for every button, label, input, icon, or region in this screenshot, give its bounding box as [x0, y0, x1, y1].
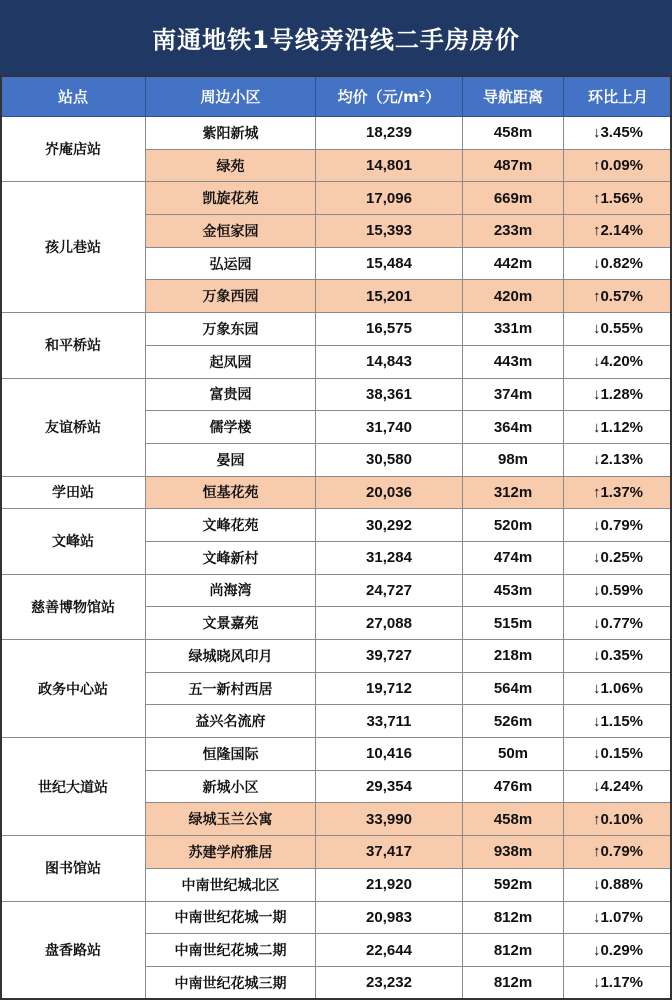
nav-distance: 526m: [463, 705, 564, 738]
table-row: [1, 313, 672, 346]
header-community: 周边小区: [146, 76, 316, 117]
nav-distance: 515m: [463, 607, 564, 640]
month-change: ↓1.12%: [564, 411, 672, 444]
average-price: 37,417: [316, 836, 463, 869]
nav-distance: 938m: [463, 836, 564, 869]
month-change: ↓1.15%: [564, 705, 672, 738]
station-name: 岕庵店站: [1, 117, 146, 182]
nav-distance: 812m: [463, 966, 564, 999]
month-change: ↓4.20%: [564, 345, 672, 378]
price-table: [0, 75, 672, 1000]
station-name: 文峰站: [1, 509, 146, 574]
average-price: 27,088: [316, 607, 463, 640]
header-distance: 导航距离: [463, 76, 564, 117]
nav-distance: 331m: [463, 313, 564, 346]
nav-distance: 476m: [463, 770, 564, 803]
table-row: [1, 574, 672, 607]
month-change: ↑1.37%: [564, 476, 672, 509]
month-change: ↓1.28%: [564, 378, 672, 411]
station-name: 世纪大道站: [1, 738, 146, 836]
nav-distance: 520m: [463, 509, 564, 542]
month-change: ↑1.56%: [564, 182, 672, 215]
average-price: 38,361: [316, 378, 463, 411]
average-price: 29,354: [316, 770, 463, 803]
table-row: [1, 738, 672, 771]
community-name: 万象西园: [146, 280, 316, 313]
nav-distance: 458m: [463, 117, 564, 150]
table-row: [1, 640, 672, 673]
page-title: 南通地铁1号线旁沿线二手房房价: [0, 0, 672, 75]
header-row: [1, 76, 672, 117]
average-price: 21,920: [316, 868, 463, 901]
community-name: 金恒家园: [146, 215, 316, 248]
header-price: 均价（元/m²）: [316, 76, 463, 117]
average-price: 31,284: [316, 541, 463, 574]
month-change: ↓0.25%: [564, 541, 672, 574]
community-name: 弘运园: [146, 247, 316, 280]
nav-distance: 218m: [463, 640, 564, 673]
community-name: 恒基花苑: [146, 476, 316, 509]
community-name: 文景嘉苑: [146, 607, 316, 640]
community-name: 文峰新村: [146, 541, 316, 574]
community-name: 儒学楼: [146, 411, 316, 444]
community-name: 万象东园: [146, 313, 316, 346]
average-price: 15,484: [316, 247, 463, 280]
month-change: ↓1.17%: [564, 966, 672, 999]
header-change: 环比上月: [564, 76, 672, 117]
nav-distance: 442m: [463, 247, 564, 280]
average-price: 22,644: [316, 934, 463, 967]
average-price: 19,712: [316, 672, 463, 705]
average-price: 16,575: [316, 313, 463, 346]
month-change: ↓0.77%: [564, 607, 672, 640]
nav-distance: 812m: [463, 901, 564, 934]
station-name: 学田站: [1, 476, 146, 509]
station-name: 友谊桥站: [1, 378, 146, 476]
nav-distance: 592m: [463, 868, 564, 901]
nav-distance: 453m: [463, 574, 564, 607]
average-price: 23,232: [316, 966, 463, 999]
nav-distance: 564m: [463, 672, 564, 705]
table-row: [1, 901, 672, 934]
community-name: 五一新村西居: [146, 672, 316, 705]
average-price: 14,801: [316, 149, 463, 182]
community-name: 中南世纪花城一期: [146, 901, 316, 934]
average-price: 20,036: [316, 476, 463, 509]
nav-distance: 364m: [463, 411, 564, 444]
community-name: 紫阳新城: [146, 117, 316, 150]
community-name: 凯旋花苑: [146, 182, 316, 215]
community-name: 新城小区: [146, 770, 316, 803]
table-body: [1, 117, 672, 1000]
month-change: ↓0.29%: [564, 934, 672, 967]
nav-distance: 233m: [463, 215, 564, 248]
average-price: 15,393: [316, 215, 463, 248]
average-price: 10,416: [316, 738, 463, 771]
community-name: 恒隆国际: [146, 738, 316, 771]
nav-distance: 669m: [463, 182, 564, 215]
average-price: 31,740: [316, 411, 463, 444]
community-name: 绿城晓风印月: [146, 640, 316, 673]
month-change: ↑0.10%: [564, 803, 672, 836]
community-name: 尚海湾: [146, 574, 316, 607]
month-change: ↓0.15%: [564, 738, 672, 771]
nav-distance: 50m: [463, 738, 564, 771]
community-name: 益兴名流府: [146, 705, 316, 738]
community-name: 中南世纪花城二期: [146, 934, 316, 967]
average-price: 30,580: [316, 443, 463, 476]
month-change: ↓0.88%: [564, 868, 672, 901]
table-row: [1, 117, 672, 150]
community-name: 中南世纪花城三期: [146, 966, 316, 999]
average-price: 24,727: [316, 574, 463, 607]
average-price: 33,711: [316, 705, 463, 738]
month-change: ↑2.14%: [564, 215, 672, 248]
nav-distance: 443m: [463, 345, 564, 378]
table-row: [1, 378, 672, 411]
table-row: [1, 836, 672, 869]
nav-distance: 420m: [463, 280, 564, 313]
station-name: 政务中心站: [1, 640, 146, 738]
station-name: 盘香路站: [1, 901, 146, 999]
nav-distance: 312m: [463, 476, 564, 509]
community-name: 文峰花苑: [146, 509, 316, 542]
nav-distance: 487m: [463, 149, 564, 182]
average-price: 39,727: [316, 640, 463, 673]
community-name: 绿城玉兰公寓: [146, 803, 316, 836]
nav-distance: 812m: [463, 934, 564, 967]
month-change: ↓0.82%: [564, 247, 672, 280]
average-price: 14,843: [316, 345, 463, 378]
month-change: ↓3.45%: [564, 117, 672, 150]
nav-distance: 98m: [463, 443, 564, 476]
month-change: ↓0.79%: [564, 509, 672, 542]
nav-distance: 474m: [463, 541, 564, 574]
average-price: 15,201: [316, 280, 463, 313]
month-change: ↑0.09%: [564, 149, 672, 182]
month-change: ↓1.06%: [564, 672, 672, 705]
month-change: ↑0.79%: [564, 836, 672, 869]
community-name: 起凤园: [146, 345, 316, 378]
table-row: [1, 476, 672, 509]
average-price: 30,292: [316, 509, 463, 542]
average-price: 18,239: [316, 117, 463, 150]
month-change: ↓4.24%: [564, 770, 672, 803]
average-price: 20,983: [316, 901, 463, 934]
header-station: 站点: [1, 76, 146, 117]
month-change: ↓0.59%: [564, 574, 672, 607]
station-name: 图书馆站: [1, 836, 146, 901]
station-name: 慈善博物馆站: [1, 574, 146, 639]
community-name: 苏建学府雅居: [146, 836, 316, 869]
month-change: ↓0.55%: [564, 313, 672, 346]
station-name: 孩儿巷站: [1, 182, 146, 313]
average-price: 33,990: [316, 803, 463, 836]
community-name: 晏园: [146, 443, 316, 476]
table-row: [1, 182, 672, 215]
nav-distance: 374m: [463, 378, 564, 411]
month-change: ↓2.13%: [564, 443, 672, 476]
table-row: [1, 509, 672, 542]
community-name: 中南世纪城北区: [146, 868, 316, 901]
average-price: 17,096: [316, 182, 463, 215]
month-change: ↓0.35%: [564, 640, 672, 673]
community-name: 富贵园: [146, 378, 316, 411]
station-name: 和平桥站: [1, 313, 146, 378]
community-name: 绿苑: [146, 149, 316, 182]
month-change: ↓1.07%: [564, 901, 672, 934]
month-change: ↑0.57%: [564, 280, 672, 313]
nav-distance: 458m: [463, 803, 564, 836]
